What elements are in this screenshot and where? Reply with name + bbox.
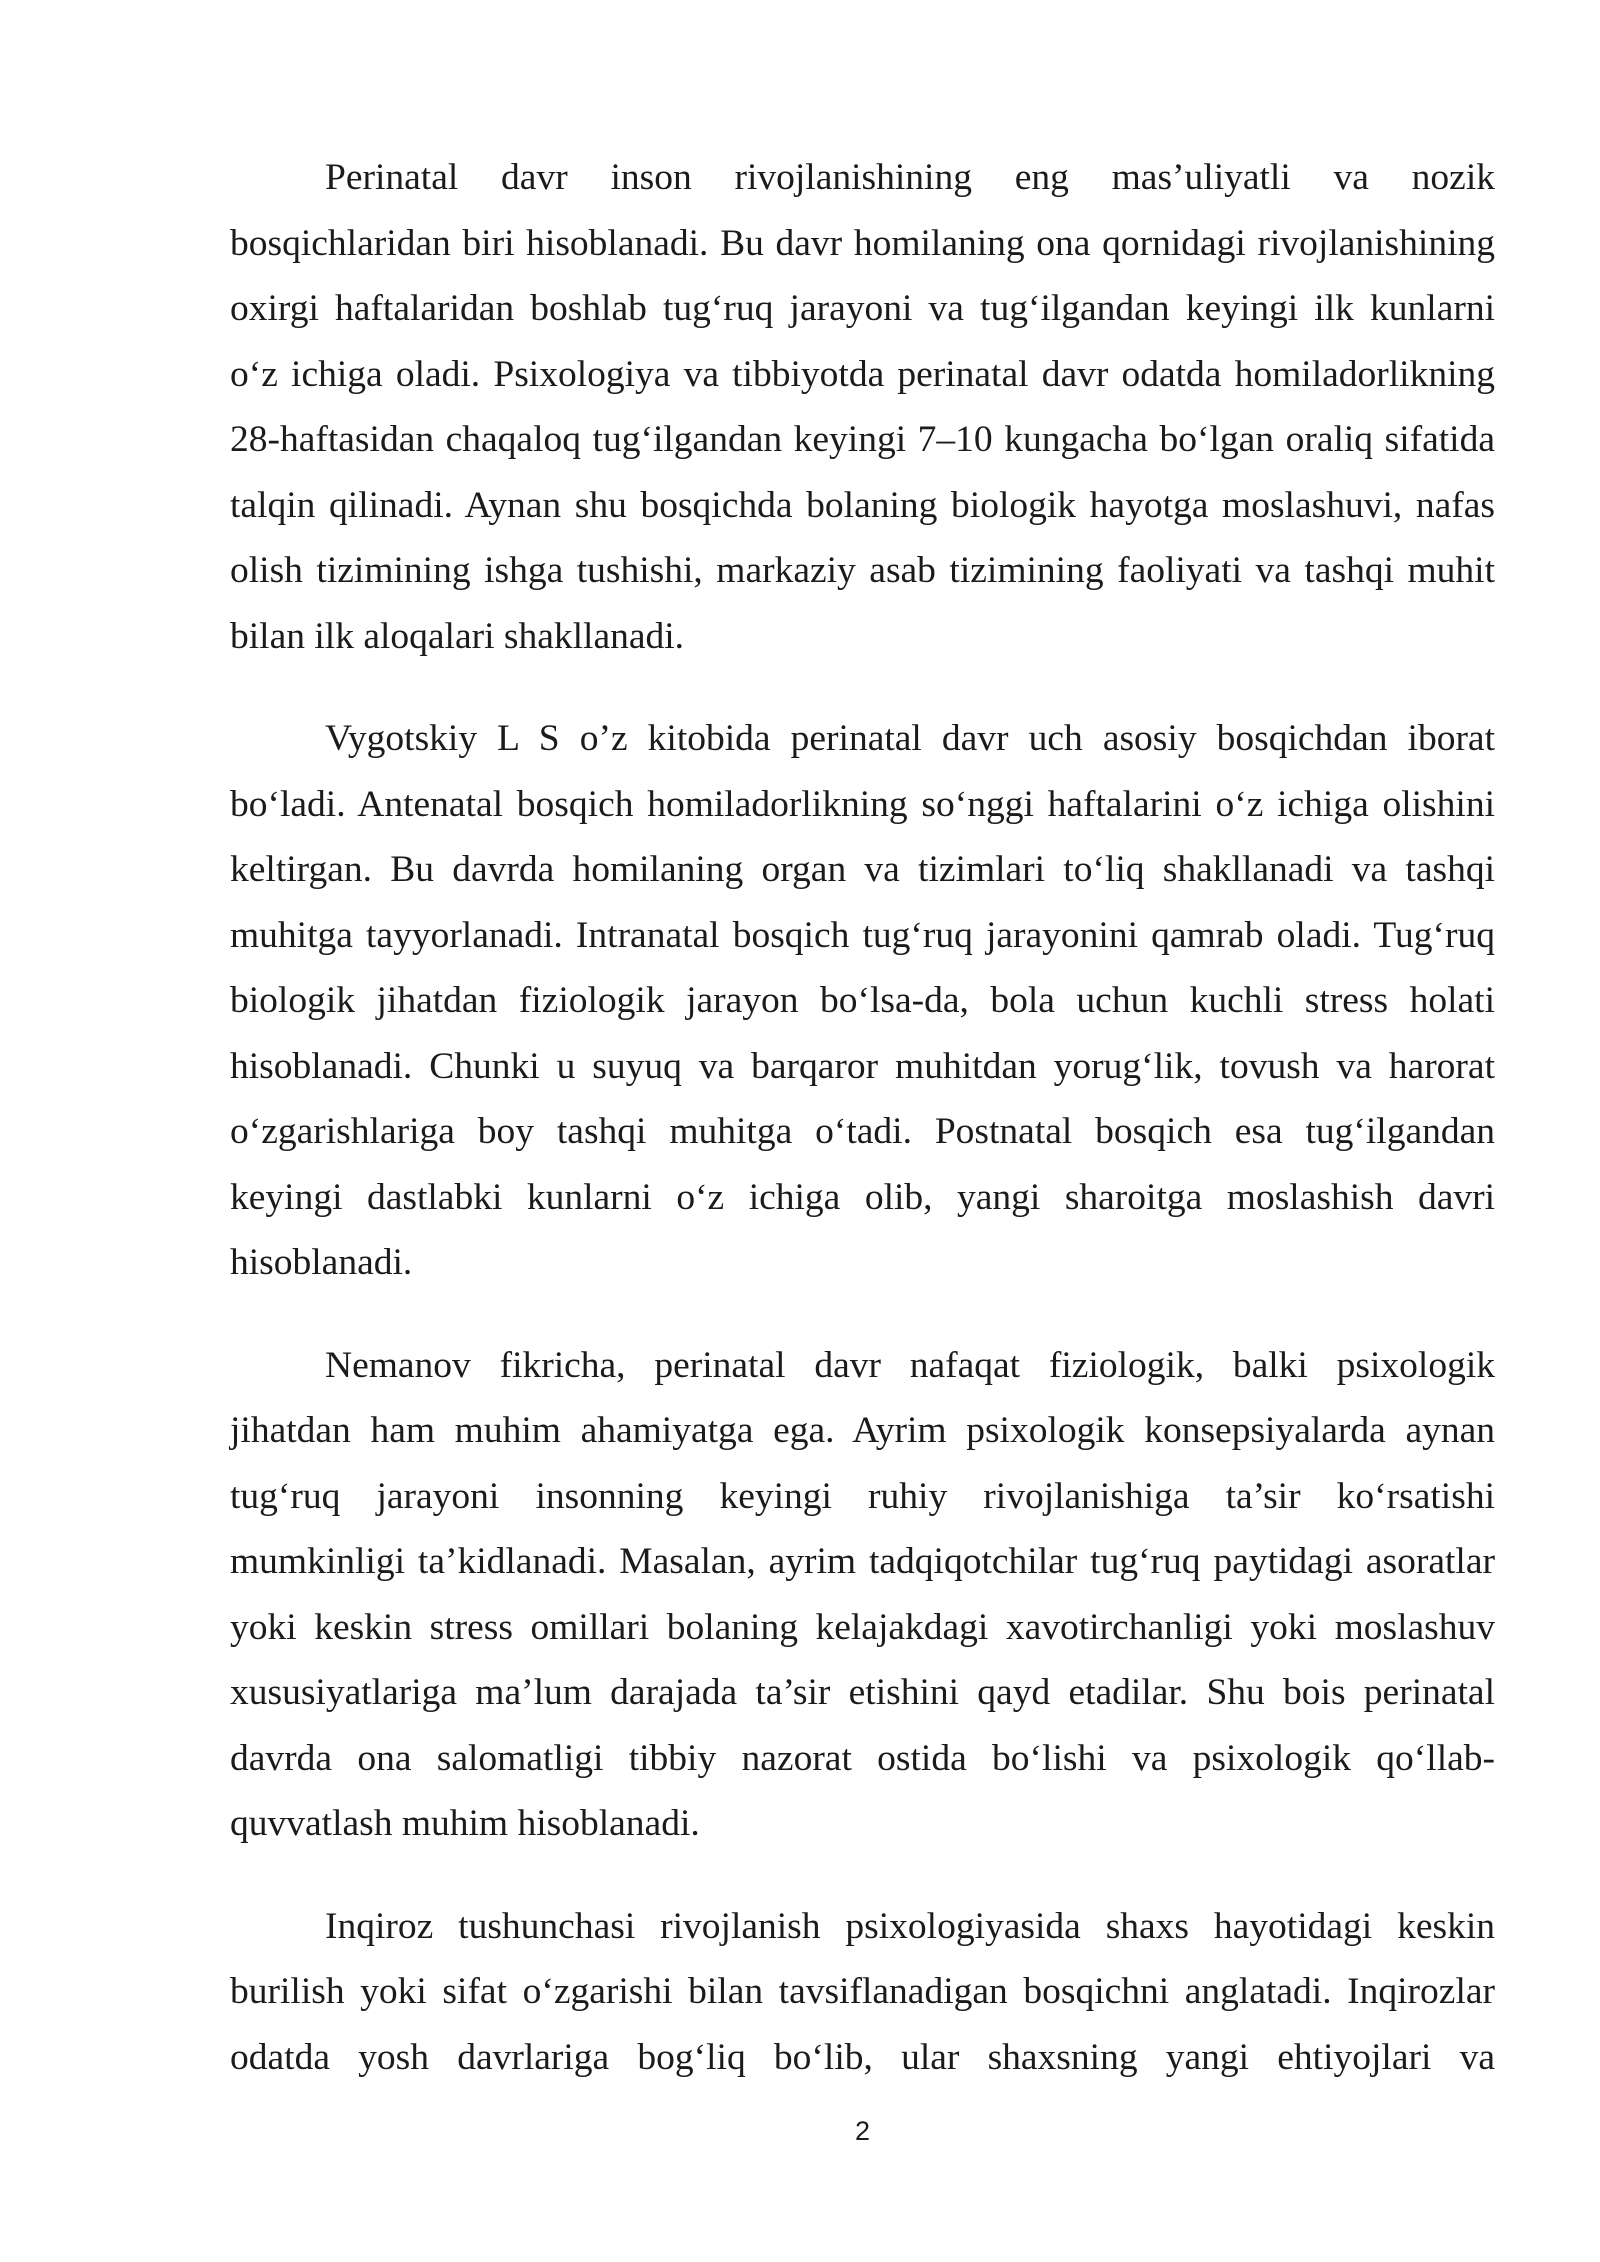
paragraph-line: bosqichlaridan biri hisoblanadi. Bu davr homilaning ona qornidagi rivojlanishining xyxy=(230,222,1495,264)
body-text xyxy=(230,145,1495,2127)
paragraph-line: biologik jihatdan fiziologik jarayon bo‘lsa-da, bola uchun kuchli stress holati xyxy=(230,980,1495,1021)
paragraph-line: yoki keskin stress omillari bolaning kelajakdagi xavotirchanligi yoki moslashuv xyxy=(230,1606,1495,1648)
paragraph-line: o‘zgarishlariga boy tashqi muhitga o‘tadi. Postnatal bosqich esa tug‘ilgandan xyxy=(230,1111,1495,1152)
paragraph-line: oxirgi haftalaridan boshlab tug‘ruq jarayoni va tug‘ilgandan keyingi ilk kunlarni xyxy=(230,288,1495,329)
paragraph-line: davrda ona salomatligi tibbiy nazorat ostida bo‘lishi va psixologik qo‘llab- xyxy=(230,1737,1495,1779)
paragraph-line: Nemanov fikricha, perinatal davr nafaqat fiziologik, balki psixologik xyxy=(325,1344,1495,1386)
paragraph-vygotskiy xyxy=(230,706,1495,1296)
paragraph-line: mumkinligi ta’kidlanadi. Masalan, ayrim tadqiqotchilar tug‘ruq paytidagi asoratlar xyxy=(230,1541,1495,1582)
paragraph-line: talqin qilinadi. Aynan shu bosqichda bolaning biologik hayotga moslashuvi, nafas xyxy=(230,484,1495,526)
paragraph-line: xususiyatlariga ma’lum darajada ta’sir etishini qayd etadilar. Shu bois perinatal xyxy=(230,1672,1495,1713)
paragraph-line: bilan ilk aloqalari shakllanadi. xyxy=(230,615,685,657)
paragraph-line: tug‘ruq jarayoni insonning keyingi ruhiy rivojlanishiga ta’sir ko‘rsatishi xyxy=(230,1475,1495,1517)
paragraph-line: jihatdan ham muhim ahamiyatga ega. Ayrim psixologik konsepsiyalarda aynan xyxy=(230,1410,1495,1451)
paragraph-line: 28-haftasidan chaqaloq tug‘ilgandan keyingi 7–10 kungacha bo‘lgan oraliq sifatida xyxy=(230,419,1495,460)
paragraph-line: Perinatal davr inson rivojlanishining eng mas’uliyatli va nozik xyxy=(325,157,1495,198)
paragraph-line: hisoblanadi. Chunki u suyuq va barqaror muhitdan yorug‘lik, tovush va harorat xyxy=(230,1045,1495,1087)
paragraph-line: muhitga tayyorlanadi. Intranatal bosqich tug‘ruq jarayonini qamrab oladi. Tug‘ruq xyxy=(230,914,1495,956)
paragraph-perinatal-period xyxy=(230,145,1495,669)
paragraph-line: odatda yosh davrlariga bog‘liq bo‘lib, ular shaxsning yangi ehtiyojlari va xyxy=(230,2036,1495,2078)
page-number: 2 xyxy=(854,2116,871,2146)
paragraph-line: keltirgan. Bu davrda homilaning organ va tizimlari to‘liq shakllanadi va tashqi xyxy=(230,849,1495,890)
paragraph-line: bo‘ladi. Antenatal bosqich homiladorlikning so‘nggi haftalarini o‘z ichiga olishini xyxy=(230,783,1495,825)
paragraph-line: Inqiroz tushunchasi rivojlanish psixologiyasida shaxs hayotidagi keskin xyxy=(325,1905,1495,1947)
paragraph-line: olish tizimining ishga tushishi, markaziy asab tizimining faoliyati va tashqi muhit xyxy=(230,550,1495,591)
paragraph-line: Vygotskiy L S o’z kitobida perinatal davr uch asosiy bosqichdan iborat xyxy=(325,718,1495,759)
paragraph-nemanov xyxy=(230,1333,1495,1857)
paragraph-inqiroz xyxy=(230,1894,1495,2091)
paragraph-line: hisoblanadi. xyxy=(230,1242,413,1283)
paragraph-line: quvvatlash muhim hisoblanadi. xyxy=(230,1803,700,1844)
paragraph-line: keyingi dastlabki kunlarni o‘z ichiga olib, yangi sharoitga moslashish davri xyxy=(230,1176,1495,1218)
paragraph-line: o‘z ichiga oladi. Psixologiya va tibbiyotda perinatal davr odatda homiladorlikning xyxy=(230,353,1495,395)
paragraph-line: burilish yoki sifat o‘zgarishi bilan tavsiflanadigan bosqichni anglatadi. Inqirozlar xyxy=(230,1971,1495,2012)
